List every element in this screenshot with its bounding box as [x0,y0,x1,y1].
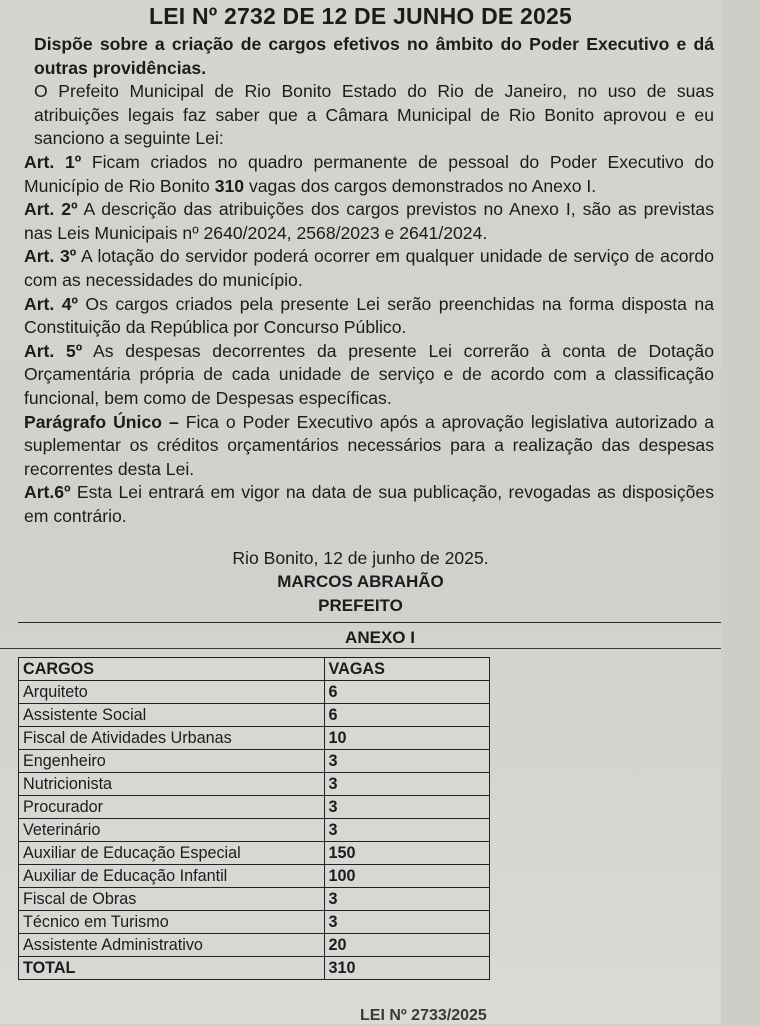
annex-title: ANEXO I [345,628,415,647]
annex-table [18,657,490,980]
cargo-cell: Assistente Social [19,704,325,727]
vagas-cell: 3 [324,819,489,842]
article-1 [24,151,714,198]
table-row [19,773,490,796]
law-title: LEI Nº 2732 DE 12 DE JUNHO DE 2025 [149,3,572,29]
signer-role: PREFEITO [318,596,403,615]
law-body [24,33,714,528]
article-label: Art. 1º [24,151,82,172]
table-row [19,934,490,957]
vagas-cell: 150 [324,842,489,865]
article-text: As despesas decorrentes da presente Lei correrão à conta de Dotação Orçamentária própria de cada unidade de serviço e de acordo com a classificação funcional, bem como de Despesas específicas. [24,340,714,408]
article-3 [24,245,714,292]
table-row [19,727,490,750]
article-5 [24,340,714,411]
article-2 [24,198,714,245]
table-row [19,750,490,773]
vagas-cell: 3 [324,773,489,796]
total-value: 310 [324,957,489,980]
next-item-fragment [360,1007,560,1024]
table-header-row [19,658,490,681]
cargo-cell: Técnico em Turismo [19,911,325,934]
article-label: Art.6º [24,482,71,503]
vagas-cell: 10 [324,727,489,750]
cargo-cell: Auxiliar de Educação Especial [19,842,325,865]
law-preamble: O Prefeito Municipal de Rio Bonito Estado do Rio de Janeiro, no uso de suas atribuições legais faz saber que a Câmara Municipal de Rio Bonito aprovou e eu sanciono a seguinte Lei: [34,81,714,149]
cargo-cell: Assistente Administrativo [19,934,325,957]
cargo-cell: Fiscal de Obras [19,888,325,911]
vagas-cell: 3 [324,796,489,819]
column-header-cargos: CARGOS [19,658,325,681]
article-text: A descrição das atribuições dos cargos previstos no Anexo I, são as previstas nas Leis Municipais nº 2640/2024, 2568/2023 e 2641/2024. [24,199,714,243]
place-date: Rio Bonito, 12 de junho de 2025. [232,548,489,568]
article-emphasis: 310 [214,175,245,196]
total-label: TOTAL [19,957,325,980]
vagas-cell: 6 [324,681,489,704]
vagas-cell: 3 [324,888,489,911]
article-label: Art. 2º [24,199,78,220]
article-label: Parágrafo Único – [24,411,179,432]
article-text: A lotação do servidor poderá ocorrer em qualquer unidade de serviço de acordo com as necessidades do município. [24,246,714,290]
next-item-title: LEI Nº 2733/2025 [360,1007,487,1024]
article-label: Art. 3º [24,246,77,267]
cargo-cell: Procurador [19,796,325,819]
signer-name: MARCOS ABRAHÃO [277,572,444,591]
article-text: Esta Lei entrará em vigor na data de sua publicação, revogadas as disposições em contrário. [24,482,714,526]
article-text: vagas dos cargos demonstrados no Anexo I. [244,175,597,196]
article-label: Art. 5º [24,340,83,361]
cargo-cell: Auxiliar de Educação Infantil [19,865,325,888]
table-row [19,704,490,727]
cargo-cell: Nutricionista [19,773,325,796]
table-row [19,842,490,865]
table-total-row [19,957,490,980]
vagas-cell: 3 [324,911,489,934]
cargo-cell: Arquiteto [19,681,325,704]
vagas-cell: 6 [324,704,489,727]
cargo-cell: Engenheiro [19,750,325,773]
article-text: Os cargos criados pela presente Lei serão preenchidas na forma disposta na Constituição da República por Concurso Público. [24,293,714,338]
table-row [19,888,490,911]
table-row [19,681,490,704]
article-6 [24,481,714,528]
vagas-cell: 100 [324,865,489,888]
table-row [19,796,490,819]
article-4 [24,293,714,340]
law-closing [0,546,721,618]
table-row [19,819,490,842]
article-label: Art. 4º [24,293,78,314]
paragrafo-unico [24,411,714,482]
article-text: Ficam criados no quadro permanente de pessoal do Poder Executivo do Município de Rio Bonito [24,151,714,196]
article-text: Fica o Poder Executivo após a aprovação legislativa autorizado a suplementar os créditos orçamentários necessários para a realização das despesas recorrentes desta Lei. [24,411,714,479]
section-divider [18,622,721,623]
cargo-cell: Fiscal de Atividades Urbanas [19,727,325,750]
vagas-cell: 3 [324,750,489,773]
table-row [19,911,490,934]
table-row [19,865,490,888]
annex-divider [0,648,721,649]
column-header-vagas: VAGAS [324,658,489,681]
vagas-cell: 20 [324,934,489,957]
law-ementa: Dispõe sobre a criação de cargos efetivos no âmbito do Poder Executivo e dá outras providências. [34,34,714,78]
cargo-cell: Veterinário [19,819,325,842]
